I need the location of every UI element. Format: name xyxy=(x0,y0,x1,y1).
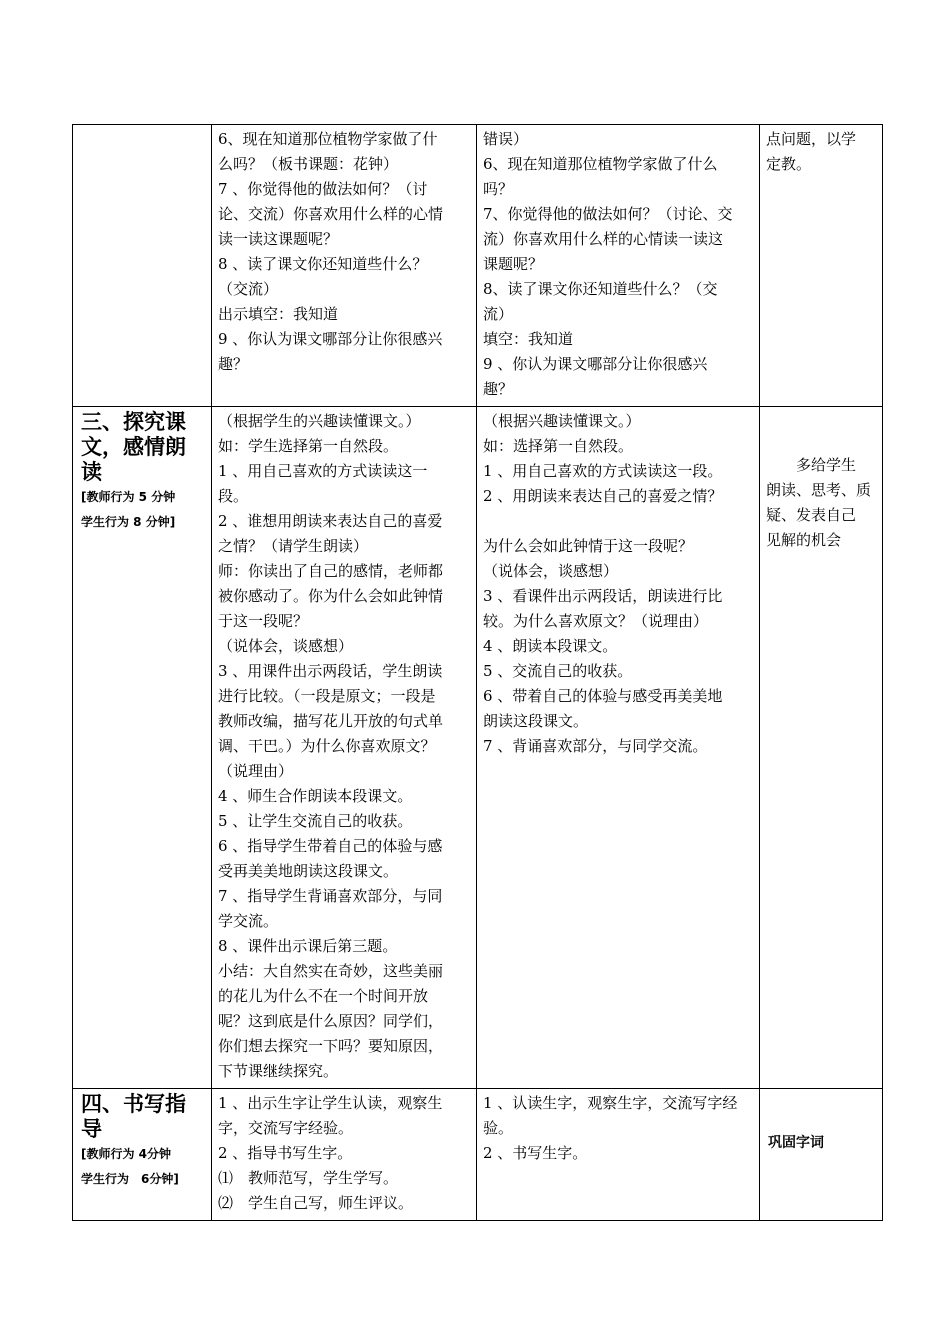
text-line: 课题呢？ xyxy=(483,255,544,273)
design-intent-cell xyxy=(760,125,883,407)
text-line: 朗读这段课文。 xyxy=(483,712,589,730)
text-line: 呢？这到底是什么原因？同学们， xyxy=(218,1012,444,1030)
text-line: 6 、指导学生带着自己的体验与感 xyxy=(218,837,443,855)
table-row xyxy=(73,407,883,1089)
stage-cell xyxy=(73,407,212,1089)
text-line: 1 、出示生字让学生认读，观察生 xyxy=(218,1094,443,1112)
text-line: 见解的机会 xyxy=(766,531,842,549)
text-line: 下节课继续探究。 xyxy=(218,1062,339,1080)
text-line: 2 、用朗读来表达自己的喜爱之情？ xyxy=(483,487,723,505)
text-line: [教师行为 5 分钟 xyxy=(81,490,176,504)
stage-title xyxy=(73,407,211,485)
text-line: 7、你觉得他的做法如何？（讨论、交 xyxy=(483,205,733,223)
text-line: 导 xyxy=(81,1117,102,1141)
teacher-activity-cell xyxy=(212,407,477,1089)
text-line: 错误） xyxy=(483,130,529,148)
text-line: 于这一段呢？ xyxy=(218,612,309,630)
stage-time xyxy=(73,1142,211,1192)
text-line: 读 xyxy=(81,460,102,484)
text-line: 定教。 xyxy=(766,155,812,173)
student-activity-cell xyxy=(477,1089,760,1221)
text-line: 3 、看课件出示两段话，朗读进行比 xyxy=(483,587,723,605)
text-line: 四、书写指 xyxy=(81,1092,186,1116)
text-line: 学交流。 xyxy=(218,912,279,930)
text-line: 小结：大自然实在奇妙，这些美丽 xyxy=(218,962,444,980)
text-line: 么吗？（板书课题：花钟） xyxy=(218,155,399,173)
text-line: 论、交流）你喜欢用什么样的心情 xyxy=(218,205,444,223)
text-line: ⑴ 教师范写，学生学写。 xyxy=(218,1169,399,1187)
teacher-activity-cell xyxy=(212,125,477,407)
text-line: 趣？ xyxy=(483,380,514,398)
stage-cell xyxy=(73,125,212,407)
text-line: 2 、指导书写生字。 xyxy=(218,1144,353,1162)
text-line: [教师行为 4分钟 xyxy=(81,1147,172,1161)
text-line: 5 、交流自己的收获。 xyxy=(483,662,633,680)
text-line: 8、读了课文你还知道些什么？（交 xyxy=(483,280,718,298)
text-line: （说体会，谈感想） xyxy=(483,562,619,580)
text-line: （说体会，谈感想） xyxy=(218,637,354,655)
text-line: 2 、书写生字。 xyxy=(483,1144,588,1162)
text-line: 出示填空：我知道 xyxy=(218,305,339,323)
text-line: （根据学生的兴趣读懂课文。） xyxy=(218,412,421,430)
text-line: 教师改编，描写花儿开放的句式单 xyxy=(218,712,444,730)
table-row xyxy=(73,125,883,407)
text-line: ⑵ 学生自己写，师生评议。 xyxy=(218,1194,414,1212)
text-line: 7 、背诵喜欢部分，与同学交流。 xyxy=(483,737,708,755)
text-line: 5 、让学生交流自己的收获。 xyxy=(218,812,413,830)
text-line: 7 、你觉得他的做法如何？（讨 xyxy=(218,180,428,198)
text-line: 流） xyxy=(483,305,514,323)
text-line: 进行比较。（一段是原文；一段是 xyxy=(218,687,436,705)
text-line: 三、探究课 xyxy=(81,410,186,434)
text-line: 8 、读了课文你还知道些什么？ xyxy=(218,255,428,273)
text-line: 师：你读出了自己的感情，老师都 xyxy=(218,562,444,580)
design-intent-cell xyxy=(760,407,883,1089)
text-line: 如：学生选择第一自然段。 xyxy=(218,437,399,455)
text-line: 6、现在知道那位植物学家做了什 xyxy=(218,130,438,148)
text-line: 调、干巴。）为什么你喜欢原文？ xyxy=(218,737,436,755)
text-line: 的花儿为什么不在一个时间开放 xyxy=(218,987,429,1005)
text-line: 学生行为 6分钟] xyxy=(81,1172,179,1186)
design-intent-cell xyxy=(760,1089,883,1221)
text-line: 较。为什么喜欢原文？（说理由） xyxy=(483,612,709,630)
table-row xyxy=(73,1089,883,1221)
text-line: 之情？（请学生朗读） xyxy=(218,537,369,555)
text-line: 趣？ xyxy=(218,355,249,373)
text-line: （说理由） xyxy=(218,762,294,780)
text-line: 4 、师生合作朗读本段课文。 xyxy=(218,787,413,805)
text-line: 学生行为 8 分钟] xyxy=(81,515,176,529)
text-line: 你们想去探究一下吗？要知原因， xyxy=(218,1037,444,1055)
text-line: 填空：我知道 xyxy=(483,330,574,348)
stage-title xyxy=(73,1089,211,1142)
text-line: 点问题，以学 xyxy=(766,130,857,148)
text-line: 1 、用自己喜欢的方式读读这一段。 xyxy=(483,462,723,480)
student-activity-cell xyxy=(477,407,760,1089)
text-line: 如：选择第一自然段。 xyxy=(483,437,634,455)
text-line: 巩固字词 xyxy=(768,1135,824,1151)
text-line: 6、现在知道那位植物学家做了什么 xyxy=(483,155,718,173)
text-line: 字，交流写字经验。 xyxy=(218,1119,354,1137)
text-line: （根据兴趣读懂课文。） xyxy=(483,412,641,430)
text-line: 9 、你认为课文哪部分让你很感兴 xyxy=(218,330,443,348)
teacher-activity-cell xyxy=(212,1089,477,1221)
text-line: 1 、认读生字，观察生字，交流写字经 xyxy=(483,1094,738,1112)
text-line: 6 、带着自己的体验与感受再美美地 xyxy=(483,687,723,705)
text-line: 1 、用自己喜欢的方式读读这一 xyxy=(218,462,428,480)
text-line: 疑、发表自己 xyxy=(766,506,857,524)
text-line: 读一读这课题呢？ xyxy=(218,230,339,248)
text-line: 文，感情朗 xyxy=(81,435,186,459)
lesson-plan-table xyxy=(72,124,883,1221)
text-line: 为什么会如此钟情于这一段呢？ xyxy=(483,537,694,555)
text-line: 吗？ xyxy=(483,180,514,198)
text-line: 朗读、思考、质 xyxy=(766,481,872,499)
text-line: 验。 xyxy=(483,1119,514,1137)
text-line: 多给学生 xyxy=(766,456,857,474)
blank-line xyxy=(483,509,754,534)
text-line: （交流） xyxy=(218,280,279,298)
text-line: 9 、你认为课文哪部分让你很感兴 xyxy=(483,355,708,373)
text-line: 7 、指导学生背诵喜欢部分，与同 xyxy=(218,887,443,905)
text-line: 流）你喜欢用什么样的心情读一读这 xyxy=(483,230,724,248)
text-line: 3 、用课件出示两段话，学生朗读 xyxy=(218,662,443,680)
student-activity-cell xyxy=(477,125,760,407)
text-line: 2 、谁想用朗读来表达自己的喜爱 xyxy=(218,512,443,530)
text-line: 被你感动了。你为什么会如此钟情 xyxy=(218,587,444,605)
stage-cell xyxy=(73,1089,212,1221)
text-line: 8 、课件出示课后第三题。 xyxy=(218,937,398,955)
text-line: 受再美美地朗读这段课文。 xyxy=(218,862,399,880)
text-line: 段。 xyxy=(218,487,249,505)
stage-time xyxy=(73,485,211,535)
text-line: 4 、朗读本段课文。 xyxy=(483,637,618,655)
